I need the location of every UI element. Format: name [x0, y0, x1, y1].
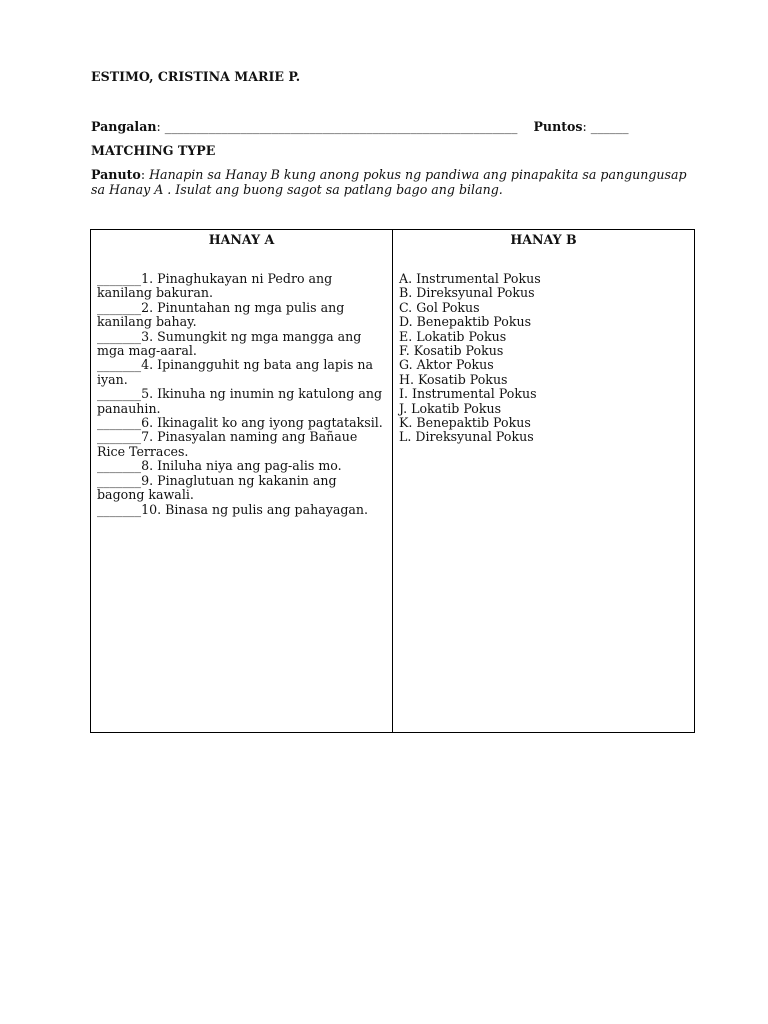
- hanay-a-item: _______8. Iniluha niya ang pag-alis mo.: [97, 458, 342, 474]
- row-spacer: [521, 119, 529, 134]
- hanay-b-item: C. Gol Pokus: [399, 299, 480, 315]
- hanay-b-item: J. Lokatib Pokus: [399, 400, 502, 416]
- name-blank: ________________________________________________________: [164, 119, 518, 134]
- hanay-b-item: A. Instrumental Pokus: [399, 271, 541, 286]
- hanay-a-item: _______3. Sumungkit ng mga mangga ang mga mag-aaral.: [97, 328, 362, 359]
- hanay-a-item: _______1. Pinaghukayan ni Pedro ang kanilang bakuran.: [97, 271, 333, 301]
- hanay-a-item: _______7. Pinasyalan naming ang Bañaue Rice Terraces.: [97, 429, 358, 459]
- matching-table: [90, 229, 695, 733]
- hanay-a-header: HANAY A: [208, 232, 275, 247]
- author-name: ESTIMO, CRISTINA MARIE P.: [91, 69, 301, 84]
- hanay-b-item: K. Benepaktib Pokus: [399, 415, 531, 431]
- hanay-b-item: H. Kosatib Pokus: [399, 371, 508, 387]
- hanay-b-item: E. Lokatib Pokus: [399, 328, 507, 344]
- name-score-row: [91, 119, 629, 134]
- hanay-a-item: _______4. Ipinangguhit ng bata ang lapis na iyan.: [97, 357, 374, 387]
- score-label: Puntos: [533, 119, 583, 134]
- hanay-a-item: _______6. Ikinagalit ko ang iyong pagtataksil.: [97, 415, 383, 431]
- score-blank: ______: [590, 119, 629, 134]
- hanay-a-item: _______10. Binasa ng pulis ang pahayagan.: [97, 501, 369, 517]
- hanay-a-item: _______2. Pinuntahan ng mga pulis ang kanilang bahay.: [97, 299, 345, 330]
- hanay-a-column: [91, 230, 393, 732]
- hanay-b-item: B. Direksyunal Pokus: [399, 285, 535, 301]
- hanay-b-item: I. Instrumental Pokus: [399, 386, 537, 402]
- instructions-text: Hanapin sa Hanay B kung anong pokus ng pandiwa ang pinapakita sa pangungusap sa Hanay A . Isulat ang buong sagot sa patlang bago ang bilang.: [91, 167, 687, 197]
- instructions-label: Panuto: [91, 167, 141, 182]
- name-label: Pangalan: [91, 119, 157, 134]
- instructions: [91, 167, 691, 197]
- score-colon: :: [582, 119, 591, 134]
- name-colon: :: [156, 119, 165, 134]
- hanay-b-item: G. Aktor Pokus: [399, 357, 494, 373]
- hanay-b-list: [393, 272, 694, 445]
- hanay-b-column: [393, 230, 694, 732]
- hanay-b-item: F. Kosatib Pokus: [399, 343, 504, 359]
- hanay-a-item: _______5. Ikinuha ng inumin ng katulong ang panauhin.: [97, 386, 383, 416]
- hanay-a-list: [91, 272, 392, 517]
- hanay-b-item: D. Benepaktib Pokus: [399, 314, 532, 330]
- hanay-b-header: HANAY B: [510, 232, 577, 247]
- instructions-colon: :: [140, 167, 150, 182]
- hanay-a-item: _______9. Pinaglutuan ng kakanin ang bagong kawali.: [97, 472, 337, 503]
- hanay-b-item: L. Direksyunal Pokus: [399, 429, 534, 445]
- test-type-title: MATCHING TYPE: [91, 143, 216, 158]
